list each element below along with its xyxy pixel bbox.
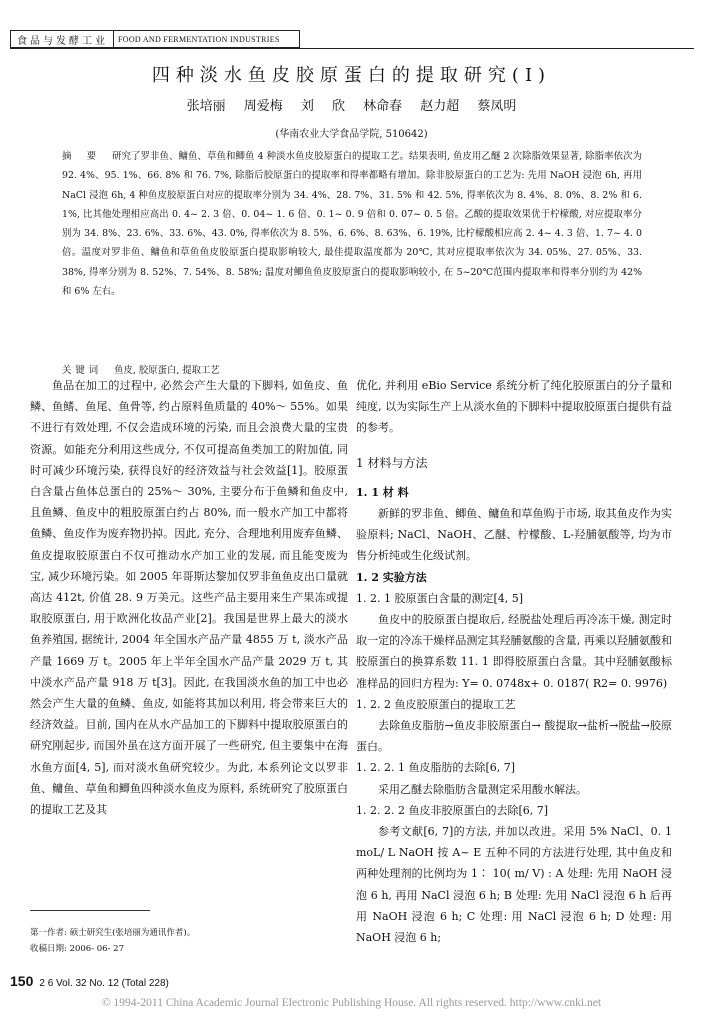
intro-continued: 优化, 并利用 eBio Service 系统分析了纯化胶原蛋白的分子量和纯度, 以为实际生产上从淡水鱼的下脚料中提取胶原蛋白提供有益的参考。 xyxy=(356,379,672,435)
journal-header xyxy=(10,30,300,48)
page-bar xyxy=(10,973,169,989)
section-heading-1-2-2: 1. 2. 2 鱼皮胶原蛋白的提取工艺 xyxy=(356,697,516,711)
left-column-text: 鱼品在加工的过程中, 必然会产生大量的下脚料, 如鱼皮、鱼鳞、鱼鳍、鱼尾、鱼骨等, 约占原料鱼质量的 40%～ 55%。如果不进行有效处理, 不仅会造成环境的污染, 而且会浪费大量的宝贵资源。如能充分利用这些成分, 不仅可提高鱼类加工的附加值, 同时可减少环境污染, 获得良好的经济效益与社会效益[1]。胶原蛋白含量占鱼体总蛋白的 25%～ 30%, 主要分布于鱼鳞和鱼皮中, 且鱼鳞、鱼皮中的粗胶原蛋白约占 80%, 而一般水产加工中都将鱼鳞、鱼皮作为废弃物扔掉。因此, 充分、合理地利用废弃鱼鳞、鱼皮提取胶原蛋白不仅可推动水产加工业的发展, 而且能变废为宝, 减少环境污染。如 2005 年哥斯达黎加仅罗非鱼鱼皮出口量就高达 412t, 价值 28. 9 万美元。这些产品主要用来生产果冻或提取胶原蛋白, 用于欧洲化妆品产业[2]。我国是世界上最大的淡水鱼养殖国, 据统计, 2004 年全国水产品产量 4855 万 t, 淡水产品产量 1669 万 t。2005 年上半年全国水产品产量 2029 万 t, 其中淡水产品产量 918 万 t[3]。因此, 在我国淡水鱼的加工中也必然会产生大量的鱼鳞、鱼皮, 如能将其加以利用, 将会带来巨大的经济效益。目前, 国内在从水产品加工的下脚料中提取胶原蛋白的研究刚起步, 而国外虽在这方面开展了一些研究, 但主要集中在海水鱼方面[4, 5], 而对淡水鱼研究较少。为此, 本系列论文以罗非鱼、鳙鱼、草鱼和鲫鱼四种淡水鱼皮为原料, 系统研究了胶原蛋白的提取工艺及其 xyxy=(30,379,348,817)
section-heading-1-2-2-1: 1. 2. 2. 1 鱼皮脂肪的去除[6, 7] xyxy=(356,761,516,775)
affiliation: (华南农业大学食品学院, 510642) xyxy=(275,129,428,140)
abstract-label: 摘 要 xyxy=(62,151,103,162)
footnote-received: 收稿日期: 2006- 06- 27 xyxy=(30,944,124,954)
header-rule xyxy=(10,48,694,49)
paper-title: 四种淡水鱼皮胶原蛋白的提取研究(Ⅰ) xyxy=(151,65,552,86)
right-column xyxy=(356,375,672,948)
section-heading-1: 1 材料与方法 xyxy=(356,455,428,470)
journal-name-en: FOOD AND FERMENTATION INDUSTRIES xyxy=(118,34,280,44)
keywords xyxy=(62,362,220,376)
page-number: 150 xyxy=(10,973,34,989)
authors: 张培丽 周爱梅 刘 欣 林命春 赵力超 蔡凤明 xyxy=(186,99,517,114)
keywords-label: 关键词 xyxy=(62,365,103,376)
process-flow: 去除鱼皮脂肪→鱼皮非胶原蛋白→ 酸提取→盐析→脱盐→胶原蛋白。 xyxy=(356,719,672,754)
section-1-1-text: 新鲜的罗非鱼、鲫鱼、鳙鱼和草鱼购于市场, 取其鱼皮作为实验原料; NaCl、NaOH、乙醚、柠檬酸、L-羟脯氨酸等, 均为市售分析纯或生化级试剂。 xyxy=(356,507,672,563)
section-1-2-1-text: 鱼皮中的胶原蛋白提取后, 经脱盐处理后再冷冻干燥, 测定时取一定的冷冻干燥样品测定其羟脯氨酸的含量, 再乘以羟脯氨酸和胶原蛋白的换算系数 11. 1 即得胶原蛋白含量。其中羟脯氨酸标准样品的回归方程为: Y= 0. 0748x+ 0. 0187( R2= 0. 9976) xyxy=(356,613,672,690)
abstract-text: 研究了罗非鱼、鳙鱼、草鱼和鲫鱼 4 种淡水鱼皮胶原蛋白的提取工艺。结果表明, 鱼皮用乙醚 2 次除脂效果显著, 除脂率依次为 92. 4%、95. 1%、66. 8% 和 76. 7%, 除脂后胶原蛋白的提取率和得率都略有增加。除非胶原蛋白的工艺为: 先用 NaOH 浸泡 6h, 再用 NaCl 浸泡 6h, 4 种鱼皮胶原蛋白对应的提取率分别为 34. 4%、28. 7%、31. 5% 和 42. 5%, 得率依次为 8. 4%、8. 0%、8. 2% 和 6. 1%, 比其他处理相应高出 0. 4~ 2. 3 倍、0. 04~ 1. 6 倍、0. 1~ 0. 9 倍和 0. 07~ 0. 5 倍。乙酸的提取效果优于柠檬酸, 对应提取率分别为 34. 8%、23. 6%、33. 6%、43. 0%, 得率依次为 8. 5%、6. 6%、8. 63%、6. 19%, 比柠檬酸相应高 2. 4~ 4. 3 倍、1. 7~ 4. 0 倍。温度对罗非鱼、鳙鱼和草鱼鱼皮胶原蛋白提取影响较大, 最佳提取温度都为 20℃, 其对应提取率依次为 34. 05%、27. 05%、33. 38%, 得率分别为 8. 52%、7. 54%、8. 58%; 温度对鲫鱼鱼皮胶原蛋白的提取影响较小, 在 5~20℃范围内提取率和得率分别约为 42% 和 6% 左右。 xyxy=(62,151,643,298)
copyright-notice: © 1994-2011 China Academic Journal Electronic Publishing House. All rights reserved. http://www.cnki.net xyxy=(101,997,602,1009)
issue-info: 2 6 Vol. 32 No. 12 (Total 228) xyxy=(39,978,169,989)
abstract xyxy=(62,147,642,301)
keywords-text: 鱼皮, 胶原蛋白, 提取工艺 xyxy=(114,365,220,376)
footnote-rule xyxy=(30,910,150,911)
section-1-2-2-1-text: 采用乙醚去除脂肪含量测定采用酸水解法。 xyxy=(378,782,587,796)
section-heading-1-2-2-2: 1. 2. 2. 2 鱼皮非胶原蛋白的去除[6, 7] xyxy=(356,803,549,817)
journal-name-cn: 食品与发酵工业 xyxy=(11,31,114,47)
section-1-2-2-2-text: 参考文献[6, 7]的方法, 并加以改进。采用 5% NaCl、0. 1 moL/ L NaOH 按 A~ E 五种不同的方法进行处理, 其中鱼皮和两种处理剂的比例均为 1∶ 10( m/ V) : A 处理: 先用 NaOH 浸泡 6 h, 再用 NaCl 浸泡 6 h; B 处理: 先用 NaCl 浸泡 6 h 后再用 NaOH 浸泡 6 h; C 处理: 用 NaCl 浸泡 6 h; D 处理: 用 NaOH 浸泡 6 h; xyxy=(356,825,672,945)
section-heading-1-2: 1. 2 实验方法 xyxy=(356,570,427,584)
footnote-author: 第一作者: 硕士研究生(张培丽为通讯作者)。 xyxy=(30,928,196,938)
footnote xyxy=(30,925,195,957)
section-heading-1-1: 1. 1 材 料 xyxy=(356,485,409,499)
section-heading-1-2-1: 1. 2. 1 胶原蛋白含量的测定[4, 5] xyxy=(356,591,524,605)
